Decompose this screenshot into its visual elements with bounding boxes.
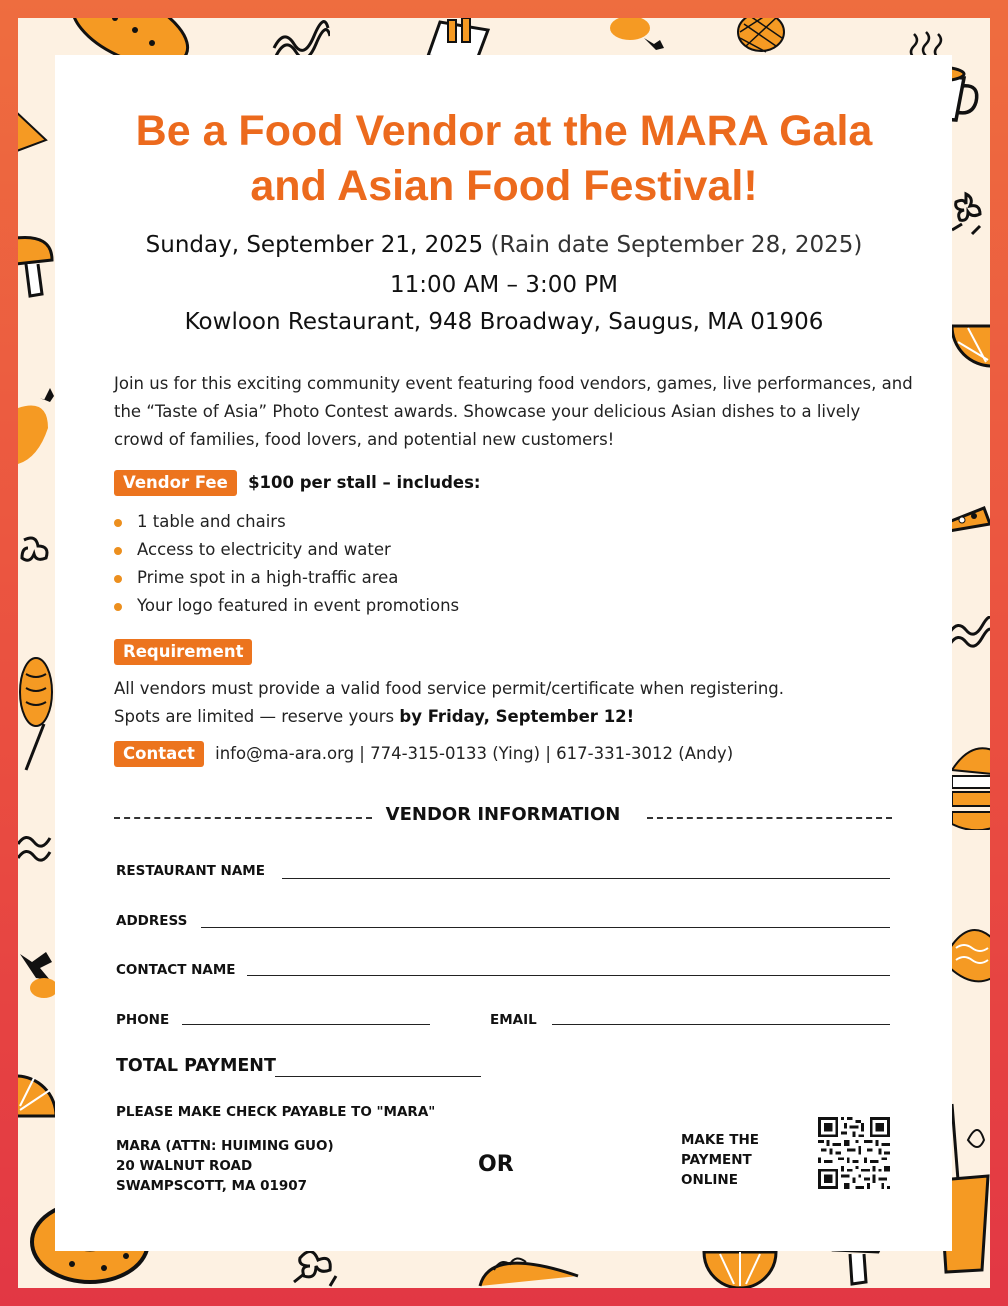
list-item-text: Prime spot in a high-traffic area <box>137 568 399 587</box>
rain-date: (Rain date September 28, 2025) <box>490 232 863 258</box>
restaurant-name-field[interactable] <box>282 878 890 879</box>
registration-deadline: by Friday, September 12! <box>399 707 635 726</box>
list-item <box>114 536 459 564</box>
list-item-text: Access to electricity and water <box>137 540 391 559</box>
online-line: MAKE THE <box>681 1132 759 1148</box>
list-item <box>114 508 459 536</box>
requirement-line-1: All vendors must provide a valid food service permit/certificate when registering. <box>114 679 785 698</box>
flower-icon <box>946 190 986 240</box>
check-payable-note: PLEASE MAKE CHECK PAYABLE TO "MARA" <box>116 1104 436 1120</box>
title-line-1: Be a Food Vendor at the MARA Gala <box>135 107 873 155</box>
vendor-fee-text: $100 per stall – includes: <box>248 473 481 492</box>
drumstick-icon <box>18 944 58 1000</box>
drumstick-icon <box>608 18 668 52</box>
burger-icon <box>948 740 990 830</box>
email-label: EMAIL <box>490 1012 537 1028</box>
bullet-icon <box>114 575 122 583</box>
qr-code-icon[interactable] <box>818 1117 890 1189</box>
noodle-bowl-icon <box>948 918 990 988</box>
list-item-text: 1 table and chairs <box>137 512 286 531</box>
orange-slice-icon <box>18 1070 60 1130</box>
address-field[interactable] <box>201 927 890 928</box>
carrot-icon <box>18 100 56 160</box>
bacon-icon <box>270 18 330 58</box>
contact-info[interactable]: info@ma-ara.org | 774-315-0133 (Ying) | 617-331-3012 (Andy) <box>215 744 734 763</box>
bullet-icon <box>114 519 122 527</box>
taco-icon <box>474 1250 584 1288</box>
requirement-line-2-prefix: Spots are limited — reserve yours <box>114 707 400 726</box>
bullet-icon <box>114 547 122 555</box>
orange-slice-icon <box>948 318 990 374</box>
requirement-text <box>114 675 934 731</box>
contact-name-label: CONTACT NAME <box>116 962 236 978</box>
list-item <box>114 592 459 620</box>
divider <box>647 817 892 819</box>
bacon-icon <box>18 828 56 868</box>
orange-slice-icon <box>700 1248 780 1288</box>
vendor-fee-row <box>114 470 481 496</box>
or-separator: OR <box>478 1152 514 1177</box>
list-item-text: Your logo featured in event promotions <box>137 596 460 615</box>
event-date-text: Sunday, September 21, 2025 <box>145 232 484 258</box>
requirement-section <box>114 639 252 665</box>
contact-name-field[interactable] <box>247 975 890 976</box>
requirement-badge: Requirement <box>114 639 252 665</box>
contact-row <box>114 741 733 767</box>
event-time: 11:00 AM – 3:00 PM <box>390 272 618 298</box>
requirement-line-2 <box>114 703 934 731</box>
total-payment-field[interactable] <box>275 1076 481 1077</box>
vendor-fee-badge: Vendor Fee <box>114 470 237 496</box>
online-line: PAYMENT <box>681 1152 752 1168</box>
page-title <box>60 104 948 214</box>
address-line: 20 WALNUT ROAD <box>116 1158 253 1174</box>
email-field[interactable] <box>552 1024 890 1025</box>
event-date <box>60 232 948 258</box>
list-item <box>114 564 459 592</box>
total-payment-label: TOTAL PAYMENT <box>116 1056 276 1076</box>
vendor-information-heading <box>114 804 892 830</box>
address-line: SWAMPSCOTT, MA 01907 <box>116 1178 308 1194</box>
noodle-fork-icon <box>18 654 60 774</box>
mailing-address <box>116 1136 334 1196</box>
mushroom-icon <box>18 234 58 300</box>
address-line: MARA (ATTN: HUIMING GUO) <box>116 1138 334 1154</box>
fee-includes-list <box>114 508 459 620</box>
restaurant-name-label: RESTAURANT NAME <box>116 863 265 879</box>
bullet-icon <box>114 603 122 611</box>
section-title: VENDOR INFORMATION <box>385 804 621 825</box>
flower-icon <box>18 530 56 576</box>
phone-field[interactable] <box>182 1024 430 1025</box>
contact-badge: Contact <box>114 741 204 767</box>
phone-label: PHONE <box>116 1012 170 1028</box>
bacon-icon <box>948 616 990 650</box>
pineapple-bun-icon <box>736 18 786 54</box>
event-location: Kowloon Restaurant, 948 Broadway, Saugus, MA 01906 <box>184 309 824 335</box>
intro-paragraph: Join us for this exciting community event featuring food vendors, games, live performances, and the “Taste of Asia” Photo Contest awards. Showcase your delicious Asian dishes to a lively crowd of families, food lovers, and potential new customers! <box>114 374 913 449</box>
address-label: ADDRESS <box>116 913 188 929</box>
online-payment-note <box>681 1130 759 1190</box>
title-line-2: and Asian Food Festival! <box>250 162 758 210</box>
online-line: ONLINE <box>681 1172 738 1188</box>
